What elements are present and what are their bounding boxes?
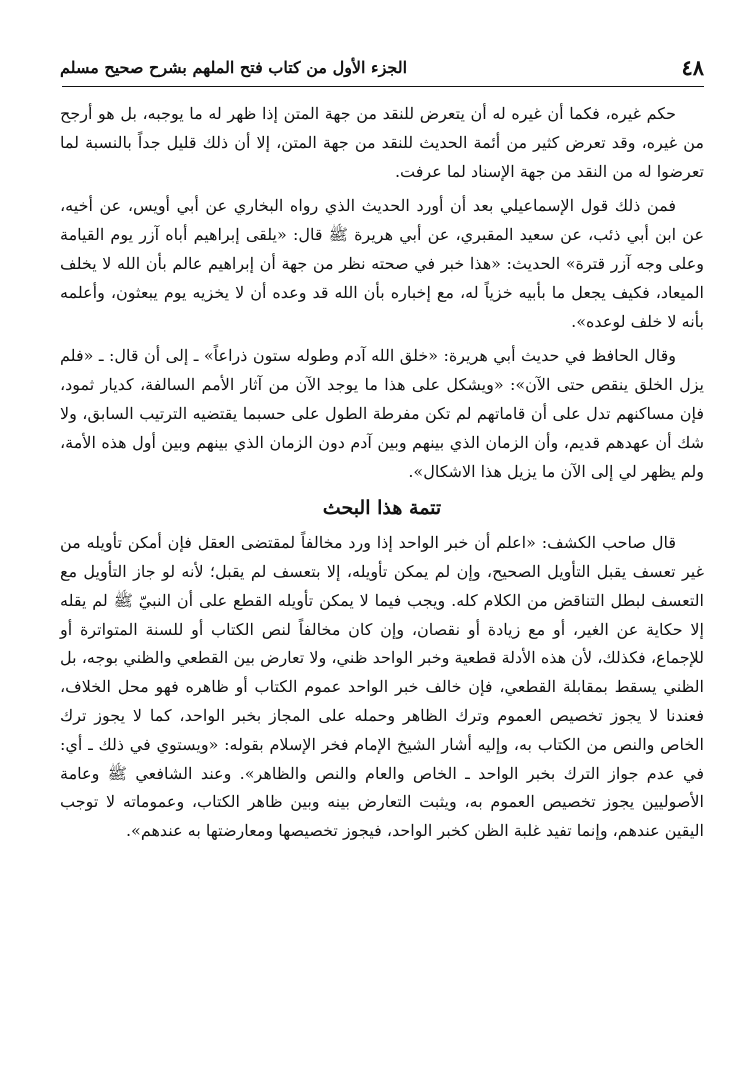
paragraph: قال صاحب الكشف: «اعلم أن خبر الواحد إذا ورد مخالفاً لمقتضى العقل فإن أمكن تأويله من غير تعسف يقبل التأويل الصحيح، وإن لم يمكن تأويله، إلا بتعسف لم يقبل؛ لأنه لو جاز التأويل مع التعسف لبطل التناقض من الكلام كله. ويجب فيما لا يمكن تأويله القطع على أن النبيّ ﷺ لم يقله إلا حكاية عن الغير، أو مع زيادة أو نقصان، وإن كان مخالفاً لنص الكتاب أو للسنة المتواترة أو للإجماع، فكذلك، لأن هذه الأدلة قطعية وخبر الواحد ظني، ولا تعارض بين القطعي والظني بوجه، بل الظني يسقط بمقابلة القطعي، فإن خالف خبر الواحد عموم الكتاب أو ظاهره فهو محل الخلاف، فعندنا لا يجوز تخصيص العموم وترك الظاهر وحمله على المجاز بخبر الواحد، كما لا يجوز ترك الخاص والنص من الكتاب به، وإليه أشار الشيخ الإمام فخر الإسلام بقوله: «ويستوي في ذلك ـ أي: في عدم جواز الترك بخبر الواحد ـ الخاص والعام والنص والظاهر». وعند الشافعي ﷺ وعامة الأصوليين يجوز تخصيص العموم به، ويثبت التعارض بينه وبين ظاهر الكتاب، وعموماته لا توجب اليقين عندهم، وإنما تفيد غلبة الظن كخبر الواحد، فيجوز تخصيصها ومعارضتها به عندهم». [60,533,705,841]
paragraph: حكم غيره، فكما أن غيره له أن يتعرض للنقد من جهة المتن إذا ظهر له ما يوجبه، بل هو أرجح من غيره، وقد تعرض كثير من أئمة الحديث للنقد من جهة المتن، إلا أن ذلك قليل جداً بالنسبة لما تعرضوا له من النقد من جهة الإسناد لما عرفت. [60,104,704,181]
paragraph: وقال الحافظ في حديث أبي هريرة: «خلق الله آدم وطوله ستون ذراعاً» ـ إلى أن قال: ـ «فلم يزل الخلق ينقص حتى الآن»: «ويشكل على هذا ما يوجد الآن من آثار الأمم السالفة، كديار ثمود، فإن مساكنهم تدل على أن قاماتهم لم تكن مفرطة الطول على حسبما يقتضيه الترتيب السابق، ولا شك أن عهدهم قديم، وأن الزمان الذي بينهم وبين آدم دون الزمان الذي بينهم وبين أول هذه الأمة، ولم يظهر لي إلى الآن ما يزيل هذا الاشكال». [60,346,704,481]
page-number: ٤٨ [681,54,704,80]
header-rule [62,86,704,87]
paragraph: فمن ذلك قول الإسماعيلي بعد أن أورد الحديث الذي رواه البخاري عن أبي أويس، عن أخيه، عن ابن أبي ذئب، عن سعيد المقبري، عن أبي هريرة ﷺ قال: «يلقى إبراهيم أباه آزر يوم القيامة وعلى وجه آزر قترة» الحديث: «هذا خبر في صحته نظر من جهة أن إبراهيم عالم بأن الله لا يخلف الميعاد، فكيف يجعل ما بأبيه خزياً له، مع إخباره بأن الله قد وعده أن لا يخزيه يوم يبعثون، وأعلمه بأنه لا خلف لوعده». [60,196,705,331]
running-title: الجزء الأول من كتاب فتح الملهم بشرح صحيح مسلم [60,57,408,77]
page-body [60,100,704,1072]
page-header [60,50,704,84]
section-heading: تتمة هذا البحث [322,497,442,520]
